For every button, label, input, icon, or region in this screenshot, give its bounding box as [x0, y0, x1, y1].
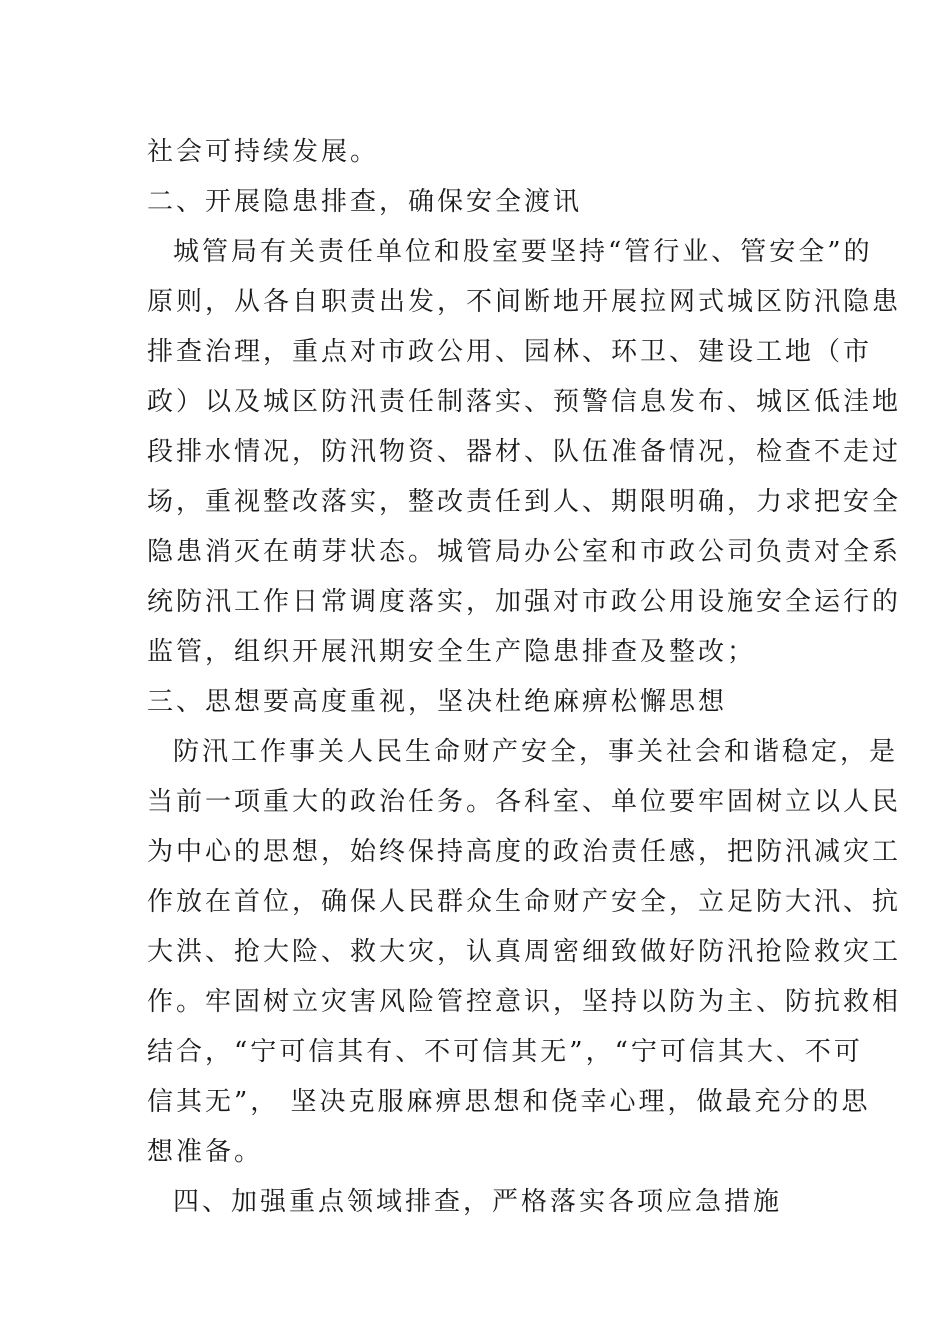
- section-heading: 三、思想要高度重视，坚决杜绝麻痹松懈思想: [147, 687, 728, 717]
- text-line: 段排水情况，防汛物资、器材、队伍准备情况，检查不走过: [147, 437, 902, 467]
- section-heading: 二、开展隐患排查，确保安全渡讯: [147, 187, 583, 217]
- text-line: 城管局有关责任单位和股室要坚持“管行业、管安全”的: [173, 237, 873, 267]
- text-line: 政）以及城区防汛责任制落实、预警信息发布、城区低洼地: [147, 387, 902, 417]
- text-line: 隐患消灭在萌芽状态。城管局办公室和市政公司负责对全系: [147, 537, 902, 567]
- text-line: 作放在首位，确保人民群众生命财产安全，立足防大汛、抗: [147, 887, 902, 917]
- text-line: 大洪、抢大险、救大灾，认真周密细致做好防汛抢险救灾工: [147, 937, 902, 967]
- text-line: 排查治理，重点对市政公用、园林、环卫、建设工地（市: [147, 337, 873, 367]
- text-line: 防汛工作事关人民生命财产安全，事关社会和谐稳定，是: [173, 737, 899, 767]
- text-line: 原则，从各自职责出发，不间断地开展拉网式城区防汛隐患: [147, 287, 902, 317]
- text-line: 为中心的思想，始终保持高度的政治责任感，把防汛减灾工: [147, 837, 902, 867]
- section-heading: 四、加强重点领域排查，严格落实各项应急措施: [173, 1187, 783, 1217]
- text-line: 当前一项重大的政治任务。各科室、单位要牢固树立以人民: [147, 787, 902, 817]
- text-line: 结合，“宁可信其有、不可信其无”，“宁可信其大、不可: [147, 1037, 863, 1067]
- text-line: 想准备。: [147, 1137, 264, 1167]
- text-line: 作。牢固树立灾害风险管控意识，坚持以防为主、防抗救相: [147, 987, 902, 1017]
- text-line: 统防汛工作日常调度落实，加强对市政公用设施安全运行的: [147, 587, 902, 617]
- text-line: 信其无”， 坚决克服麻痹思想和侥幸心理，做最充分的思: [147, 1087, 871, 1117]
- text-line: 场，重视整改落实，整改责任到人、期限明确，力求把安全: [147, 487, 902, 517]
- text-line: 监管，组织开展汛期安全生产隐患排查及整改；: [147, 637, 757, 667]
- text-line: 社会可持续发展。: [147, 137, 380, 167]
